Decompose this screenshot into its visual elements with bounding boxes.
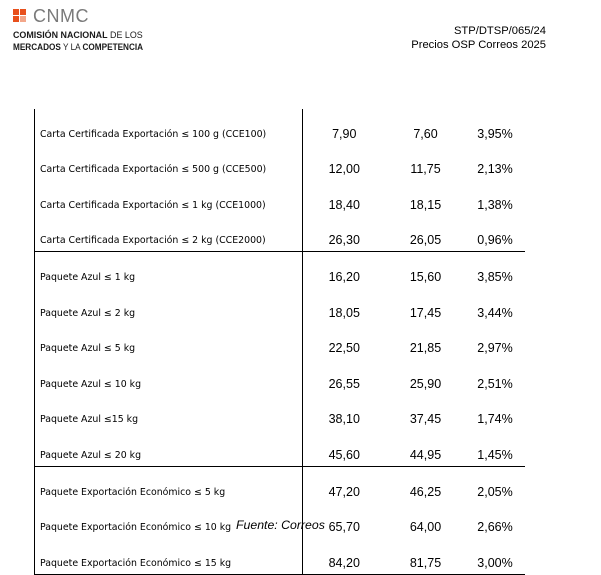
price-value: 38,10: [303, 395, 386, 431]
row-label: Carta Certificada Exportación ≤ 1 kg (CCE1000): [35, 180, 303, 216]
table-row: [35, 359, 525, 395]
price-value-previous: 17,45: [409, 305, 442, 320]
row-label: Paquete Exportación Económico ≤ 10 kg: [35, 503, 303, 539]
table-row: [35, 538, 525, 574]
row-label: Paquete Azul ≤ 20 kg: [35, 430, 303, 466]
table-row: [35, 324, 525, 360]
table-source: Fuente: Correos: [236, 518, 325, 532]
percent-change: 1,45%: [466, 430, 525, 466]
price-value-previous: 44,95: [386, 430, 466, 466]
row-label: Paquete Exportación Económico ≤ 5 kg: [35, 466, 303, 502]
price-value: 84,20: [303, 538, 386, 574]
price-value-previous: 7,60: [413, 126, 438, 141]
price-value-previous: 81,75: [386, 538, 466, 574]
percent-change: 0,96%: [466, 216, 525, 252]
logo-line-1: COMISIÓN NACIONAL DE LOS: [13, 30, 143, 41]
price-value: 26,30: [303, 216, 386, 252]
cnmc-logo-mark-icon: [13, 9, 33, 25]
price-value: 12,00: [303, 145, 386, 181]
price-value-previous: 26,05: [386, 216, 466, 252]
percent-change: 3,00%: [466, 538, 525, 574]
percent-change: 3,85%: [477, 269, 513, 284]
row-label: Carta Certificada Exportación ≤ 500 g (CCE500): [35, 145, 303, 181]
price-value: 26,55: [303, 359, 386, 395]
document-subtitle: Precios OSP Correos 2025: [411, 39, 546, 51]
price-value: 47,20: [303, 466, 386, 502]
percent-change: 2,13%: [477, 162, 513, 177]
percent-change: 2,05%: [477, 484, 513, 499]
document-header: [411, 24, 546, 52]
percent-change: 3,44%: [477, 305, 513, 320]
price-value: 16,20: [303, 252, 386, 288]
price-value-previous: 25,90: [409, 376, 442, 391]
price-value: 7,90: [303, 109, 386, 145]
price-value-previous: 18,15: [409, 197, 442, 212]
price-value-previous: 11,75: [410, 162, 441, 177]
price-value: 65,70: [303, 503, 386, 539]
percent-change: 1,74%: [477, 412, 513, 427]
price-value-previous: 15,60: [409, 269, 442, 284]
percent-change: 3,95%: [477, 126, 513, 141]
row-label: Paquete Azul ≤ 5 kg: [35, 324, 303, 360]
row-label: Paquete Azul ≤ 10 kg: [35, 359, 303, 395]
price-value: 18,05: [303, 288, 386, 324]
row-label: Paquete Azul ≤ 1 kg: [35, 252, 303, 288]
table-row: [35, 252, 525, 288]
table-row: [35, 466, 525, 502]
document-reference: STP/DTSP/065/24: [453, 25, 546, 37]
table-row: [35, 180, 525, 216]
percent-change: 2,97%: [477, 341, 513, 356]
logo-line-2: MERCADOS Y LA COMPETENCIA: [13, 42, 144, 53]
price-value: 18,40: [303, 180, 386, 216]
price-value-previous: 46,25: [409, 484, 442, 499]
price-value: 22,50: [303, 324, 386, 360]
price-value-previous: 64,00: [409, 520, 442, 535]
table-row: [35, 430, 525, 466]
row-label: Carta Certificada Exportación ≤ 100 g (CCE100): [35, 109, 303, 145]
percent-change: 2,51%: [477, 376, 513, 391]
table-row: [35, 216, 525, 252]
row-label: Paquete Azul ≤15 kg: [35, 395, 303, 431]
price-value-previous: 37,45: [409, 412, 442, 427]
row-label: Carta Certificada Exportación ≤ 2 kg (CCE2000): [35, 216, 303, 252]
table-row: [35, 109, 525, 145]
percent-change: 1,38%: [477, 197, 513, 212]
row-label: Paquete Exportación Económico ≤ 15 kg: [35, 538, 303, 574]
row-label: Paquete Azul ≤ 2 kg: [35, 288, 303, 324]
percent-change: 2,66%: [477, 520, 513, 535]
table-row: [35, 395, 525, 431]
price-value-previous: 21,85: [409, 341, 442, 356]
cnmc-logo: [13, 6, 163, 55]
price-value: 45,60: [303, 430, 386, 466]
table-row: [35, 145, 525, 181]
logo-wordmark: CNMC: [33, 6, 89, 26]
table-row: [35, 288, 525, 324]
